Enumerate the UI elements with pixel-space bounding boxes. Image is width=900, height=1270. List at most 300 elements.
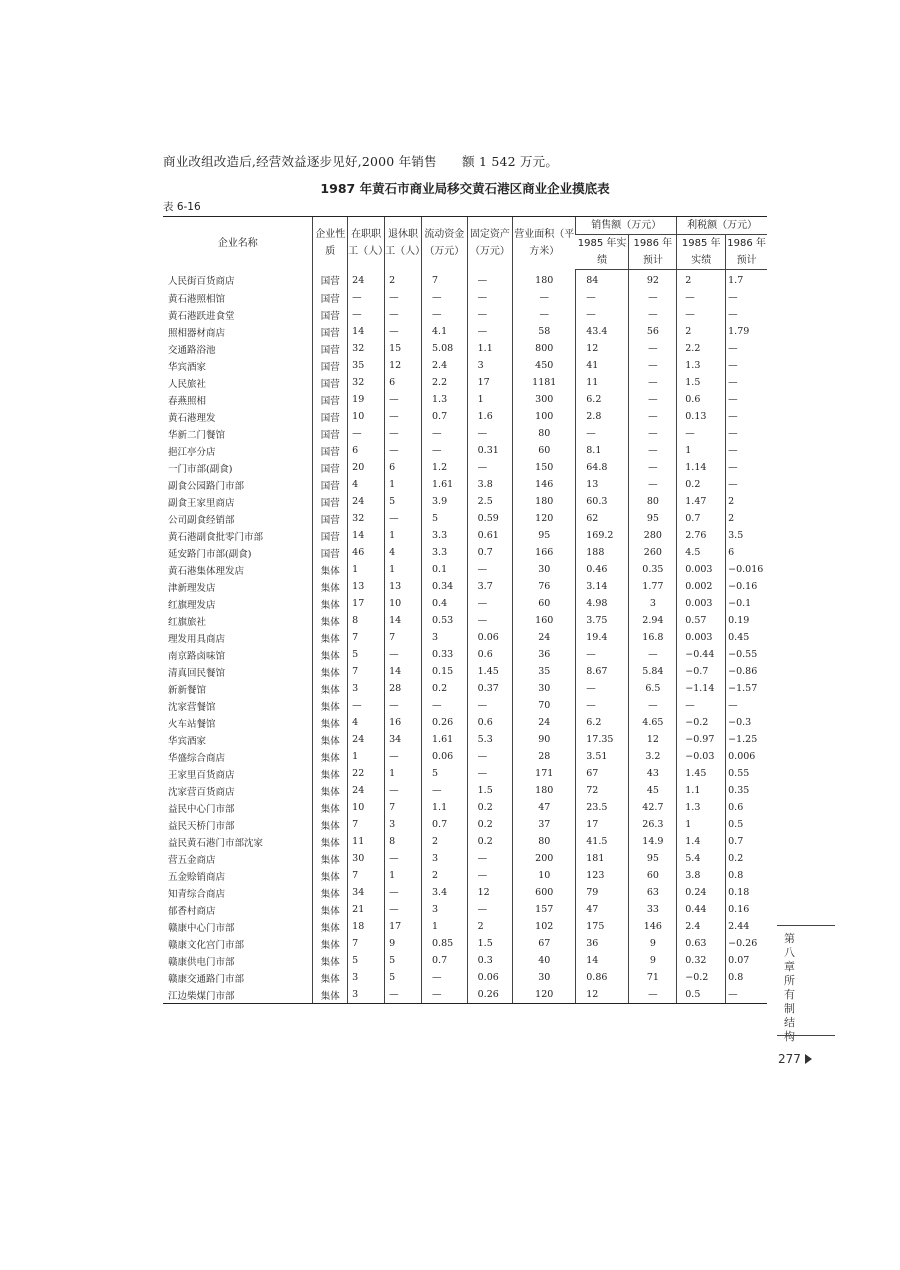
enterprise-nature: 集体 bbox=[313, 646, 348, 663]
intro-paragraph: 商业改组改造后,经营效益逐步见好,2000 年销售 额 1 542 万元。 bbox=[163, 154, 559, 169]
cell-value: — bbox=[422, 986, 468, 1004]
enterprise-name: 知青综合商店 bbox=[168, 888, 226, 900]
cell-value: 7 bbox=[385, 629, 422, 646]
enterprise-name: 照相器材商店 bbox=[168, 327, 226, 339]
cell-value: — bbox=[726, 442, 767, 459]
page-number-text: 277 bbox=[778, 1052, 801, 1066]
cell-value: 13 bbox=[385, 578, 422, 595]
cell-value: 300 bbox=[513, 391, 576, 408]
cell-value: 3 bbox=[348, 969, 385, 986]
cell-value: 0.24 bbox=[677, 884, 726, 901]
table-row bbox=[163, 493, 767, 510]
cell-value: 0.26 bbox=[467, 986, 513, 1004]
table-row bbox=[163, 374, 767, 391]
cell-value: 10 bbox=[348, 408, 385, 425]
cell-value: 3.3 bbox=[422, 527, 468, 544]
cell-value: 150 bbox=[513, 459, 576, 476]
cell-value: 12 bbox=[576, 340, 629, 357]
cell-value: — bbox=[348, 425, 385, 442]
cell-value: 71 bbox=[629, 969, 677, 986]
cell-value: 102 bbox=[513, 918, 576, 935]
cell-value: 3.3 bbox=[422, 544, 468, 561]
table-body bbox=[163, 270, 767, 1004]
cell-value: 0.2 bbox=[422, 680, 468, 697]
cell-value: 120 bbox=[513, 986, 576, 1004]
cell-value: −1.25 bbox=[726, 731, 767, 748]
enterprise-name: 副食王家里商店 bbox=[168, 497, 235, 509]
table-row bbox=[163, 323, 767, 340]
cell-value: — bbox=[576, 697, 629, 714]
cell-value: −0.1 bbox=[726, 595, 767, 612]
cell-value: 1 bbox=[467, 391, 513, 408]
cell-value: — bbox=[467, 850, 513, 867]
cell-value: 3 bbox=[422, 850, 468, 867]
cell-value: 30 bbox=[513, 680, 576, 697]
cell-value: 0.85 bbox=[422, 935, 468, 952]
cell-value: 1 bbox=[422, 918, 468, 935]
cell-value: 4.65 bbox=[629, 714, 677, 731]
table-row bbox=[163, 952, 767, 969]
cell-value: 26.3 bbox=[629, 816, 677, 833]
cell-value: — bbox=[467, 612, 513, 629]
cell-value: 7 bbox=[348, 935, 385, 952]
cell-value: 1.61 bbox=[422, 731, 468, 748]
cell-value: — bbox=[467, 901, 513, 918]
enterprise-name: 火车站餐馆 bbox=[168, 718, 216, 730]
enterprise-name: 郁香村商店 bbox=[168, 905, 216, 917]
cell-value: 0.35 bbox=[629, 561, 677, 578]
cell-value: — bbox=[677, 306, 726, 323]
cell-value: 3 bbox=[422, 901, 468, 918]
cell-value: 450 bbox=[513, 357, 576, 374]
cell-value: 0.6 bbox=[677, 391, 726, 408]
cell-value: 0.006 bbox=[726, 748, 767, 765]
cell-value: 10 bbox=[348, 799, 385, 816]
cell-value: — bbox=[422, 289, 468, 306]
cell-value: 13 bbox=[576, 476, 629, 493]
cell-value: 60.3 bbox=[576, 493, 629, 510]
enterprise-nature: 国营 bbox=[313, 476, 348, 493]
table-row bbox=[163, 782, 767, 799]
cell-value: 180 bbox=[513, 493, 576, 510]
table-row bbox=[163, 697, 767, 714]
cell-value: 76 bbox=[513, 578, 576, 595]
side-rule-top bbox=[777, 925, 835, 926]
enterprise-name: 益民黄石港门市部沈家 bbox=[168, 837, 264, 849]
cell-value: — bbox=[385, 697, 422, 714]
cell-value: 3 bbox=[629, 595, 677, 612]
cell-value: 180 bbox=[513, 782, 576, 799]
enterprise-name: 理发用具商店 bbox=[168, 633, 226, 645]
cell-value: 2 bbox=[422, 833, 468, 850]
cell-value: 3.8 bbox=[467, 476, 513, 493]
cell-value: — bbox=[467, 270, 513, 290]
cell-value: 157 bbox=[513, 901, 576, 918]
cell-value: 43 bbox=[629, 765, 677, 782]
enterprise-name: 赣康中心门市部 bbox=[168, 922, 235, 934]
cell-value: 0.37 bbox=[467, 680, 513, 697]
cell-value: 1 bbox=[385, 476, 422, 493]
cell-value: — bbox=[629, 459, 677, 476]
enterprise-name: 益民天桥门市部 bbox=[168, 820, 235, 832]
cell-value: 2.4 bbox=[422, 357, 468, 374]
cell-value: 5.4 bbox=[677, 850, 726, 867]
cell-value: 67 bbox=[513, 935, 576, 952]
cell-value: 1 bbox=[385, 527, 422, 544]
cell-value: — bbox=[726, 289, 767, 306]
enterprise-name: 赣康供电门市部 bbox=[168, 956, 235, 968]
cell-value: 6 bbox=[385, 374, 422, 391]
cell-value: 0.6 bbox=[726, 799, 767, 816]
cell-value: 0.2 bbox=[726, 850, 767, 867]
table-row bbox=[163, 748, 767, 765]
cell-value: — bbox=[576, 646, 629, 663]
cell-value: 0.16 bbox=[726, 901, 767, 918]
cell-value: 0.2 bbox=[467, 833, 513, 850]
table-number: 表 6-16 bbox=[163, 201, 201, 213]
cell-value: 260 bbox=[629, 544, 677, 561]
cell-value: — bbox=[385, 850, 422, 867]
cell-value: 0.7 bbox=[422, 408, 468, 425]
cell-value: — bbox=[629, 425, 677, 442]
cell-value: 43.4 bbox=[576, 323, 629, 340]
enterprise-name: 黄石港集体理发店 bbox=[168, 565, 245, 577]
cell-value: 2 bbox=[422, 867, 468, 884]
table-row bbox=[163, 969, 767, 986]
cell-value: — bbox=[677, 425, 726, 442]
enterprise-nature: 集体 bbox=[313, 561, 348, 578]
enterprise-nature: 国营 bbox=[313, 527, 348, 544]
cell-value: 28 bbox=[385, 680, 422, 697]
cell-value: 20 bbox=[348, 459, 385, 476]
cell-value: 12 bbox=[385, 357, 422, 374]
cell-value: — bbox=[385, 884, 422, 901]
side-chapter-label: 第八章 所有制结构 bbox=[784, 932, 806, 1043]
cell-value: 3 bbox=[422, 629, 468, 646]
cell-value: 84 bbox=[576, 270, 629, 290]
cell-value: 3.5 bbox=[726, 527, 767, 544]
table-row bbox=[163, 612, 767, 629]
cell-value: — bbox=[629, 374, 677, 391]
enterprise-name: 交通路浴池 bbox=[168, 344, 216, 356]
enterprise-nature: 集体 bbox=[313, 629, 348, 646]
cell-value: 0.57 bbox=[677, 612, 726, 629]
cell-value: 0.5 bbox=[677, 986, 726, 1004]
cell-value: — bbox=[467, 697, 513, 714]
enterprise-name: 王家里百货商店 bbox=[168, 769, 235, 781]
cell-value: — bbox=[385, 986, 422, 1004]
cell-value: 7 bbox=[348, 663, 385, 680]
cell-value: — bbox=[385, 646, 422, 663]
cell-value: 5 bbox=[348, 952, 385, 969]
cell-value: 3.75 bbox=[576, 612, 629, 629]
cell-value: 1 bbox=[677, 816, 726, 833]
cell-value: 1.4 bbox=[677, 833, 726, 850]
cell-value: 19 bbox=[348, 391, 385, 408]
table-row bbox=[163, 510, 767, 527]
cell-value: 80 bbox=[513, 833, 576, 850]
cell-value: — bbox=[629, 986, 677, 1004]
cell-value: — bbox=[726, 357, 767, 374]
cell-value: 0.34 bbox=[422, 578, 468, 595]
cell-value: 3.4 bbox=[422, 884, 468, 901]
cell-value: 0.003 bbox=[677, 629, 726, 646]
cell-value: 30 bbox=[348, 850, 385, 867]
enterprise-name: 赣康文化宫门市部 bbox=[168, 939, 245, 951]
table-row bbox=[163, 986, 767, 1004]
table-row bbox=[163, 867, 767, 884]
cell-value: — bbox=[629, 391, 677, 408]
enterprise-name: 人民街百货商店 bbox=[168, 276, 235, 288]
cell-value: 13 bbox=[348, 578, 385, 595]
cell-value: 24 bbox=[513, 629, 576, 646]
cell-value: 0.61 bbox=[467, 527, 513, 544]
cell-value: 0.07 bbox=[726, 952, 767, 969]
cell-value: 3.9 bbox=[422, 493, 468, 510]
cell-value: 2 bbox=[677, 270, 726, 290]
cell-value: 0.2 bbox=[467, 816, 513, 833]
cell-value: 32 bbox=[348, 374, 385, 391]
cell-value: −1.14 bbox=[677, 680, 726, 697]
cell-value: 1.5 bbox=[467, 782, 513, 799]
cell-value: 1.5 bbox=[467, 935, 513, 952]
cell-value: 5 bbox=[422, 765, 468, 782]
enterprise-nature: 国营 bbox=[313, 357, 348, 374]
cell-value: 56 bbox=[629, 323, 677, 340]
cell-value: 0.59 bbox=[467, 510, 513, 527]
cell-value: 0.15 bbox=[422, 663, 468, 680]
cell-value: — bbox=[467, 595, 513, 612]
cell-value: 4.5 bbox=[677, 544, 726, 561]
cell-value: 24 bbox=[348, 782, 385, 799]
cell-value: 0.32 bbox=[677, 952, 726, 969]
enterprise-name: 沈家营餐馆 bbox=[168, 701, 216, 713]
cell-value: — bbox=[385, 323, 422, 340]
cell-value: 92 bbox=[629, 270, 677, 290]
enterprise-nature: 国营 bbox=[313, 391, 348, 408]
table-row bbox=[163, 731, 767, 748]
cell-value: 80 bbox=[629, 493, 677, 510]
cell-value: 1 bbox=[385, 561, 422, 578]
cell-value: −1.57 bbox=[726, 680, 767, 697]
cell-value: 30 bbox=[513, 561, 576, 578]
cell-value: 5 bbox=[385, 493, 422, 510]
cell-value: 3.14 bbox=[576, 578, 629, 595]
cell-value: 1.45 bbox=[677, 765, 726, 782]
enterprise-nature: 集体 bbox=[313, 595, 348, 612]
cell-value: −0.86 bbox=[726, 663, 767, 680]
header-staff: 在职职工（人） bbox=[348, 217, 385, 270]
enterprise-name: 华宾酒家 bbox=[168, 361, 207, 373]
cell-value: 2.5 bbox=[467, 493, 513, 510]
cell-value: — bbox=[677, 697, 726, 714]
enterprise-nature: 国营 bbox=[313, 493, 348, 510]
cell-value: — bbox=[467, 561, 513, 578]
cell-value: 0.55 bbox=[726, 765, 767, 782]
enterprise-nature: 国营 bbox=[313, 408, 348, 425]
cell-value: 7 bbox=[348, 867, 385, 884]
cell-value: 42.7 bbox=[629, 799, 677, 816]
cell-value: 17 bbox=[385, 918, 422, 935]
cell-value: −0.2 bbox=[677, 969, 726, 986]
cell-value: — bbox=[385, 306, 422, 323]
enterprise-nature: 集体 bbox=[313, 986, 348, 1004]
cell-value: — bbox=[629, 289, 677, 306]
table-row bbox=[163, 527, 767, 544]
table-row bbox=[163, 833, 767, 850]
cell-value: — bbox=[629, 357, 677, 374]
cell-value: 32 bbox=[348, 340, 385, 357]
cell-value: 4.1 bbox=[422, 323, 468, 340]
cell-value: 200 bbox=[513, 850, 576, 867]
cell-value: — bbox=[467, 323, 513, 340]
enterprise-nature: 集体 bbox=[313, 884, 348, 901]
cell-value: 2.2 bbox=[422, 374, 468, 391]
enterprise-nature: 集体 bbox=[313, 952, 348, 969]
table-row bbox=[163, 476, 767, 493]
cell-value: 0.26 bbox=[422, 714, 468, 731]
cell-value: 47 bbox=[513, 799, 576, 816]
table-row bbox=[163, 561, 767, 578]
enterprise-name: 华宾酒家 bbox=[168, 735, 207, 747]
header-working-capital: 流动资金（万元） bbox=[422, 217, 468, 270]
cell-value: 40 bbox=[513, 952, 576, 969]
enterprise-name: 黄石港副食批零门市部 bbox=[168, 531, 264, 543]
cell-value: 0.2 bbox=[467, 799, 513, 816]
cell-value: 11 bbox=[576, 374, 629, 391]
cell-value: — bbox=[348, 306, 385, 323]
enterprise-name: 五金赊销商店 bbox=[168, 871, 226, 883]
enterprise-name: 华盛综合商店 bbox=[168, 752, 226, 764]
cell-value: 0.45 bbox=[726, 629, 767, 646]
cell-value: 2 bbox=[726, 510, 767, 527]
enterprise-nature: 集体 bbox=[313, 714, 348, 731]
table-title: 1987 年黄石市商业局移交黄石港区商业企业摸底表 bbox=[320, 181, 610, 196]
cell-value: — bbox=[422, 425, 468, 442]
table-row bbox=[163, 270, 767, 290]
cell-value: 169.2 bbox=[576, 527, 629, 544]
cell-value: 14 bbox=[348, 527, 385, 544]
enterprise-nature: 集体 bbox=[313, 969, 348, 986]
cell-value: 64.8 bbox=[576, 459, 629, 476]
enterprise-nature: 集体 bbox=[313, 833, 348, 850]
cell-value: 3 bbox=[385, 816, 422, 833]
cell-value: 0.7 bbox=[726, 833, 767, 850]
enterprise-nature: 集体 bbox=[313, 799, 348, 816]
cell-value: 28 bbox=[513, 748, 576, 765]
cell-value: 180 bbox=[513, 270, 576, 290]
cell-value: 1.45 bbox=[467, 663, 513, 680]
cell-value: 120 bbox=[513, 510, 576, 527]
cell-value: 4 bbox=[348, 714, 385, 731]
cell-value: — bbox=[726, 697, 767, 714]
cell-value: 2 bbox=[677, 323, 726, 340]
enterprise-nature: 集体 bbox=[313, 867, 348, 884]
cell-value: 1 bbox=[385, 867, 422, 884]
cell-value: 0.86 bbox=[576, 969, 629, 986]
cell-value: 1.3 bbox=[422, 391, 468, 408]
enterprise-name: 营五金商店 bbox=[168, 854, 216, 866]
cell-value: — bbox=[726, 425, 767, 442]
enterprise-nature: 集体 bbox=[313, 850, 348, 867]
cell-value: 23.5 bbox=[576, 799, 629, 816]
cell-value: 8.1 bbox=[576, 442, 629, 459]
cell-value: — bbox=[467, 765, 513, 782]
cell-value: 1.5 bbox=[677, 374, 726, 391]
cell-value: −0.3 bbox=[726, 714, 767, 731]
cell-value: — bbox=[348, 697, 385, 714]
cell-value: 1.3 bbox=[677, 357, 726, 374]
cell-value: 2 bbox=[467, 918, 513, 935]
cell-value: — bbox=[385, 425, 422, 442]
cell-value: −0.97 bbox=[677, 731, 726, 748]
cell-value: 24 bbox=[348, 493, 385, 510]
cell-value: 123 bbox=[576, 867, 629, 884]
cell-value: 5 bbox=[348, 646, 385, 663]
cell-value: 41.5 bbox=[576, 833, 629, 850]
cell-value: — bbox=[576, 289, 629, 306]
cell-value: 60 bbox=[513, 595, 576, 612]
cell-value: 146 bbox=[629, 918, 677, 935]
cell-value: 4 bbox=[385, 544, 422, 561]
cell-value: 1.6 bbox=[467, 408, 513, 425]
cell-value: — bbox=[726, 408, 767, 425]
cell-value: 3 bbox=[348, 986, 385, 1004]
cell-value: 6 bbox=[348, 442, 385, 459]
cell-value: 24 bbox=[513, 714, 576, 731]
enterprise-name: 红旗旅社 bbox=[168, 616, 207, 628]
cell-value: 0.33 bbox=[422, 646, 468, 663]
cell-value: 0.06 bbox=[467, 969, 513, 986]
table-row bbox=[163, 680, 767, 697]
cell-value: 79 bbox=[576, 884, 629, 901]
cell-value: 0.003 bbox=[677, 561, 726, 578]
enterprise-nature: 集体 bbox=[313, 935, 348, 952]
enterprise-nature: 集体 bbox=[313, 782, 348, 799]
cell-value: 33 bbox=[629, 901, 677, 918]
cell-value: — bbox=[385, 782, 422, 799]
cell-value: 0.3 bbox=[467, 952, 513, 969]
cell-value: — bbox=[576, 425, 629, 442]
cell-value: 1181 bbox=[513, 374, 576, 391]
enterprise-name: 红旗理发店 bbox=[168, 599, 216, 611]
enterprise-name: 人民旅社 bbox=[168, 378, 207, 390]
cell-value: 9 bbox=[629, 952, 677, 969]
header-nature: 企业性质 bbox=[313, 217, 348, 270]
cell-value: 5 bbox=[385, 952, 422, 969]
cell-value: 1 bbox=[348, 748, 385, 765]
cell-value: 2.76 bbox=[677, 527, 726, 544]
cell-value: 0.002 bbox=[677, 578, 726, 595]
page-arrow-icon bbox=[805, 1054, 812, 1064]
cell-value: 60 bbox=[629, 867, 677, 884]
cell-value: — bbox=[385, 442, 422, 459]
cell-value: 3 bbox=[467, 357, 513, 374]
cell-value: 22 bbox=[348, 765, 385, 782]
enterprise-nature: 国营 bbox=[313, 270, 348, 290]
cell-value: — bbox=[576, 680, 629, 697]
cell-value: 5.3 bbox=[467, 731, 513, 748]
cell-value: 12 bbox=[629, 731, 677, 748]
header-area: 营业面积（平方米） bbox=[513, 217, 576, 270]
cell-value: — bbox=[348, 289, 385, 306]
cell-value: 175 bbox=[576, 918, 629, 935]
enterprise-name: 南京路卤味馆 bbox=[168, 650, 226, 662]
cell-value: 8 bbox=[385, 833, 422, 850]
cell-value: 47 bbox=[576, 901, 629, 918]
enterprise-nature: 集体 bbox=[313, 680, 348, 697]
cell-value: 35 bbox=[513, 663, 576, 680]
